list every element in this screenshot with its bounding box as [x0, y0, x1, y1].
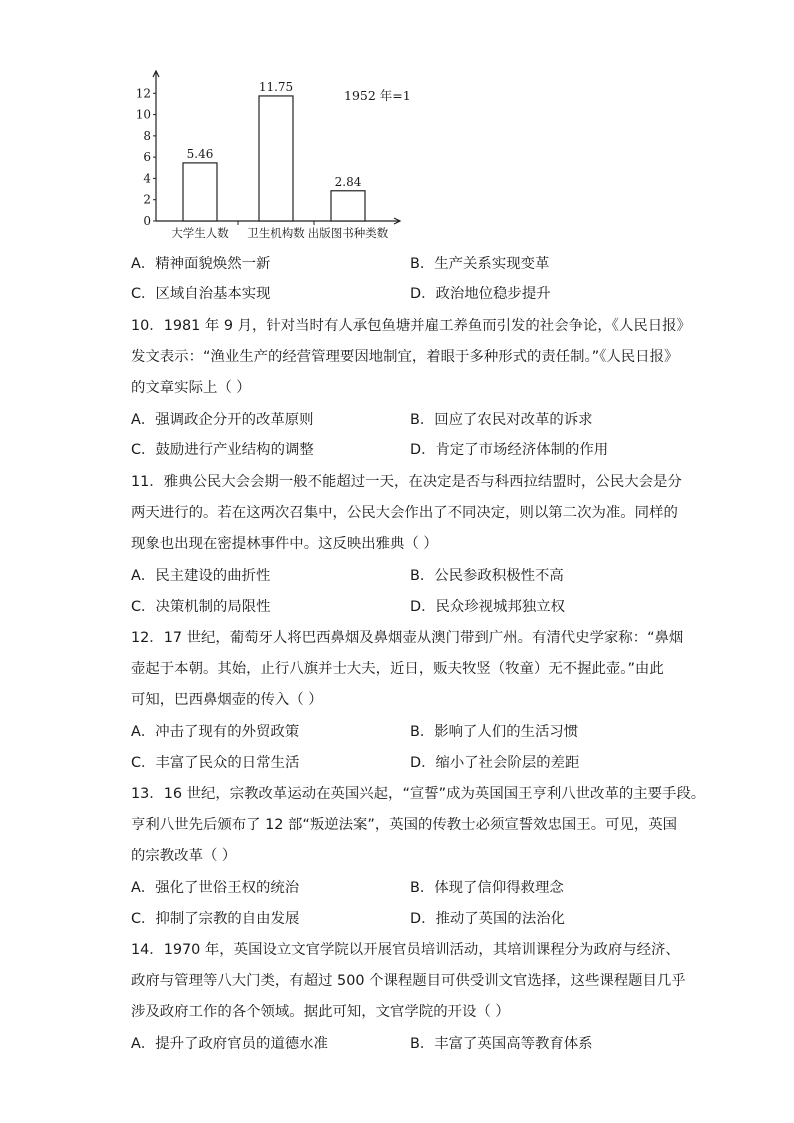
q13-stem-line: 的宗教改革（ ） — [131, 848, 237, 864]
q9-option-b[interactable]: B．生产关系实现变革 — [410, 256, 550, 272]
q9-option-d[interactable]: D．政治地位稳步提升 — [410, 286, 551, 302]
q12-option-a[interactable]: A．冲击了现有的外贸政策 — [131, 724, 300, 740]
y-tick-label: 0 — [143, 214, 151, 228]
q10-option-d[interactable]: D．肯定了市场经济体制的作用 — [410, 442, 609, 458]
bar-chart — [128, 62, 428, 244]
q10-option-c[interactable]: C．鼓励进行产业结构的调整 — [131, 442, 314, 458]
q14-stem-line: 政府与管理等八大门类，有超过 500 个课程题目可供受训文官选择，这些课程题目几乎 — [131, 973, 686, 989]
q14-stem-line: 14．1970 年，英国设立文官学院以开展官员培训活动，其培训课程分为政府与经济、 — [131, 942, 680, 958]
bar — [183, 163, 217, 221]
q11-stem-line: 两天进行的。若在这两次召集中，公民大会作出了不同决定，则以第二次为准。同样的 — [131, 505, 678, 521]
bar-value-label: 11.75 — [258, 79, 294, 94]
q14-option-b[interactable]: B．丰富了英国高等教育体系 — [410, 1036, 593, 1052]
q12-option-b[interactable]: B．影响了人们的生活习惯 — [410, 724, 579, 740]
q9-option-a[interactable]: A．精神面貌焕然一新 — [131, 256, 271, 272]
bar — [259, 96, 293, 221]
x-category-label: 大学生人数 — [171, 226, 229, 240]
y-tick-label: 12 — [135, 86, 151, 101]
y-tick-label: 2 — [143, 192, 151, 207]
q12-option-c[interactable]: C．丰富了民众的日常生活 — [131, 755, 300, 771]
q13-stem-line: 13．16 世纪，宗教改革运动在英国兴起，“宣誓”成为英国国王亨利八世改革的主要手段。 — [131, 786, 706, 802]
q11-option-a[interactable]: A．民主建设的曲折性 — [131, 568, 271, 584]
q11-option-b[interactable]: B．公民参政积极性不高 — [410, 568, 564, 584]
q13-option-d[interactable]: D．推动了英国的法治化 — [410, 911, 565, 927]
q11-option-c[interactable]: C．决策机制的局限性 — [131, 599, 271, 615]
x-category-label: 出版图书种类数 — [307, 226, 389, 240]
q13-option-a[interactable]: A．强化了世俗王权的统治 — [131, 880, 300, 896]
bar-value-label: 5.46 — [186, 146, 214, 161]
q9-option-c[interactable]: C．区域自治基本实现 — [131, 286, 271, 302]
bar — [331, 191, 365, 221]
y-tick-label: 8 — [143, 128, 151, 143]
q12-stem-line: 壶起于本朝。其始，止行八旗并士大夫，近日，贩夫牧竖（牧童）无不握此壶。”由此 — [131, 661, 664, 677]
q10-option-a[interactable]: A．强调政企分开的改革原则 — [131, 412, 314, 428]
q10-option-b[interactable]: B．回应了农民对改革的诉求 — [410, 412, 593, 428]
q10-stem-line: 的文章实际上（ ） — [131, 380, 251, 396]
q12-option-d[interactable]: D．缩小了社会阶层的差距 — [410, 755, 580, 771]
q12-stem-line: 可知，巴西鼻烟壶的传入（ ） — [131, 692, 323, 708]
q13-option-b[interactable]: B．体现了信仰得救理念 — [410, 880, 564, 896]
bar-value-label: 2.84 — [334, 174, 362, 189]
q11-stem-line: 现象也出现在密提林事件中。这反映出雅典（ ） — [131, 536, 438, 552]
q12-stem-line: 12．17 世纪，葡萄牙人将巴西鼻烟及鼻烟壶从澳门带到广州。有清代史学家称：“鼻烟 — [131, 630, 684, 646]
q11-option-d[interactable]: D．民众珍视城邦独立权 — [410, 599, 565, 615]
x-category-label: 卫生机构数 — [247, 226, 305, 240]
chart-bars — [171, 80, 410, 240]
y-tick-label: 10 — [135, 107, 151, 122]
q14-stem-line: 涉及政府工作的各个领域。据此可知，文官学院的开设（ ） — [131, 1004, 510, 1020]
y-tick-label: 4 — [143, 171, 151, 186]
q13-stem-line: 亨利八世先后颁布了 12 部“叛逆法案”，英国的传教士必须宣誓效忠国王。可见，英国 — [131, 817, 678, 833]
q10-stem-line: 10．1981 年 9 月，针对当时有人承包鱼塘并雇工养鱼而引发的社会争论，《人民日报》 — [131, 318, 691, 334]
chart-annotation: 1952 年=1 — [344, 88, 411, 103]
q10-stem-line: 发文表示：“渔业生产的经营管理要因地制宜，着眼于多种形式的责任制。”《人民日报》 — [131, 349, 679, 365]
q14-option-a[interactable]: A．提升了政府官员的道德水准 — [131, 1036, 328, 1052]
y-tick-label: 6 — [143, 150, 151, 165]
q11-stem-line: 11．雅典公民大会会期一般不能超过一天，在决定是否与科西拉结盟时，公民大会是分 — [131, 474, 682, 490]
q13-option-c[interactable]: C．抑制了宗教的自由发展 — [131, 911, 300, 927]
